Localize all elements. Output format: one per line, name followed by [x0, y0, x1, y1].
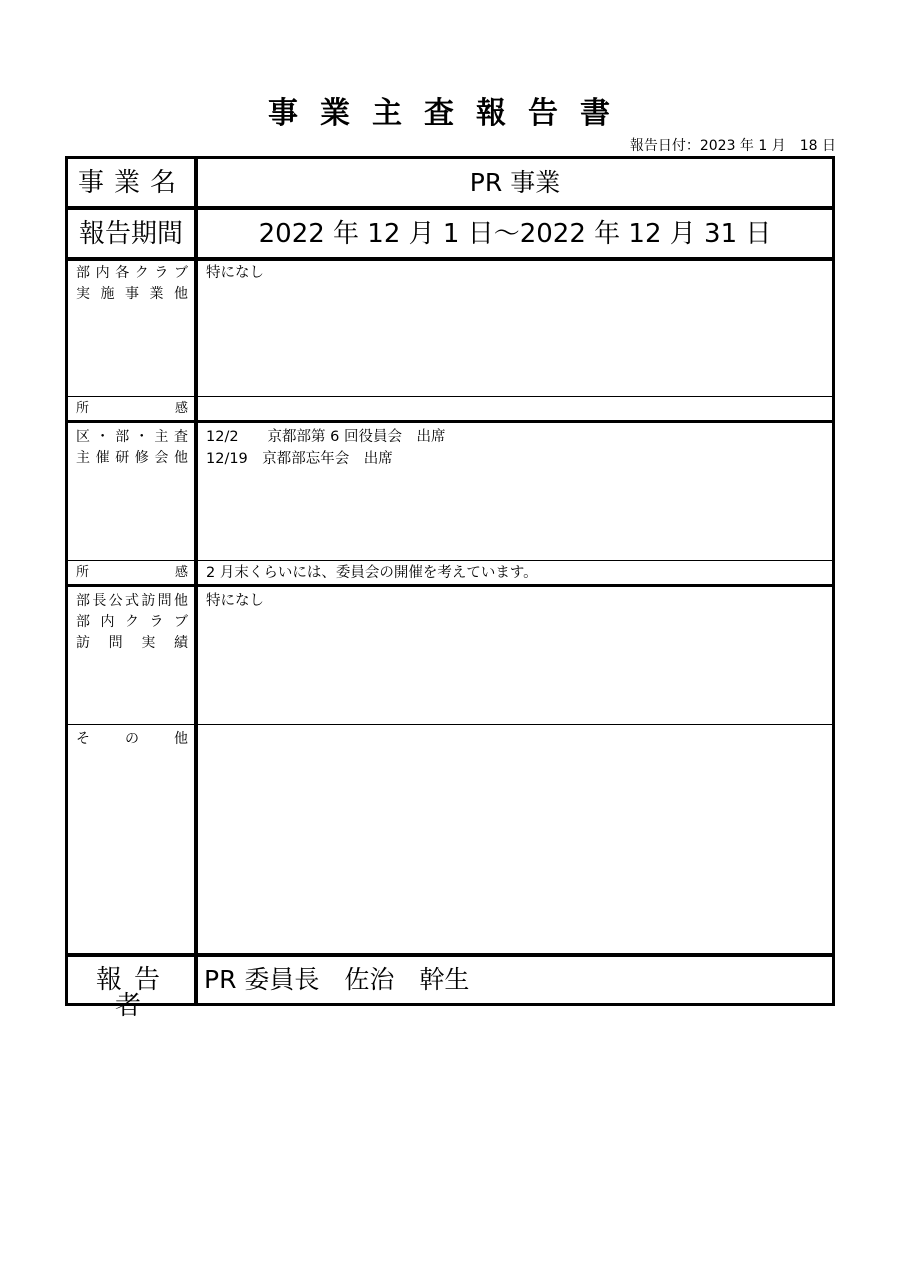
district-events-list: [206, 426, 826, 470]
business-name-label: 事業名: [78, 168, 187, 198]
club-impression-label: 所感: [76, 401, 188, 416]
grid-line: [68, 420, 832, 423]
label-line: 区・部・主査: [76, 429, 188, 445]
label-line: 部内各クラブ: [76, 265, 188, 281]
grid-divider: [194, 159, 198, 1003]
list-item: 12/19 京都部忘年会 出席: [206, 451, 393, 467]
label-line: 実施事業他: [76, 286, 188, 302]
grid-line: [68, 724, 832, 725]
label-line: 主催研修会他: [76, 450, 188, 466]
grid-line: [68, 584, 832, 587]
official-visits-value: 特になし: [206, 593, 264, 609]
district-impression-label: 所感: [76, 565, 188, 580]
reporter-value: PR 委員長 佐治 幹生: [204, 965, 470, 994]
club-activities-label: [76, 263, 188, 305]
label-line: 訪問実績: [76, 635, 188, 651]
grid-line: [68, 396, 832, 397]
district-events-label: [76, 427, 188, 469]
report-period-label: 報告期間: [78, 219, 183, 249]
list-item: 12/2 京都部第 6 回役員会 出席: [206, 429, 446, 445]
document-title: 事業主査報告書: [268, 96, 632, 131]
district-impression-value: 2 月末くらいには、委員会の開催を考えています。: [206, 565, 538, 581]
reporter-label: 報告者: [95, 965, 172, 1021]
grid-line: [68, 560, 832, 561]
other-label: その他: [76, 731, 188, 747]
report-form: [65, 156, 835, 1021]
label-line: 部内クラブ: [76, 614, 188, 630]
club-activities-value: 特になし: [206, 265, 264, 281]
official-visits-label: [76, 591, 188, 654]
report-date: 報告日付：2023 年 1 月 18 日: [629, 138, 836, 154]
report-period-value: 2022 年 12 月 1 日〜2022 年 12 月 31 日: [258, 219, 772, 249]
business-name-value: PR 事業: [469, 168, 561, 197]
grid-line: [68, 257, 832, 261]
label-line: 部長公式訪問他: [76, 593, 188, 609]
